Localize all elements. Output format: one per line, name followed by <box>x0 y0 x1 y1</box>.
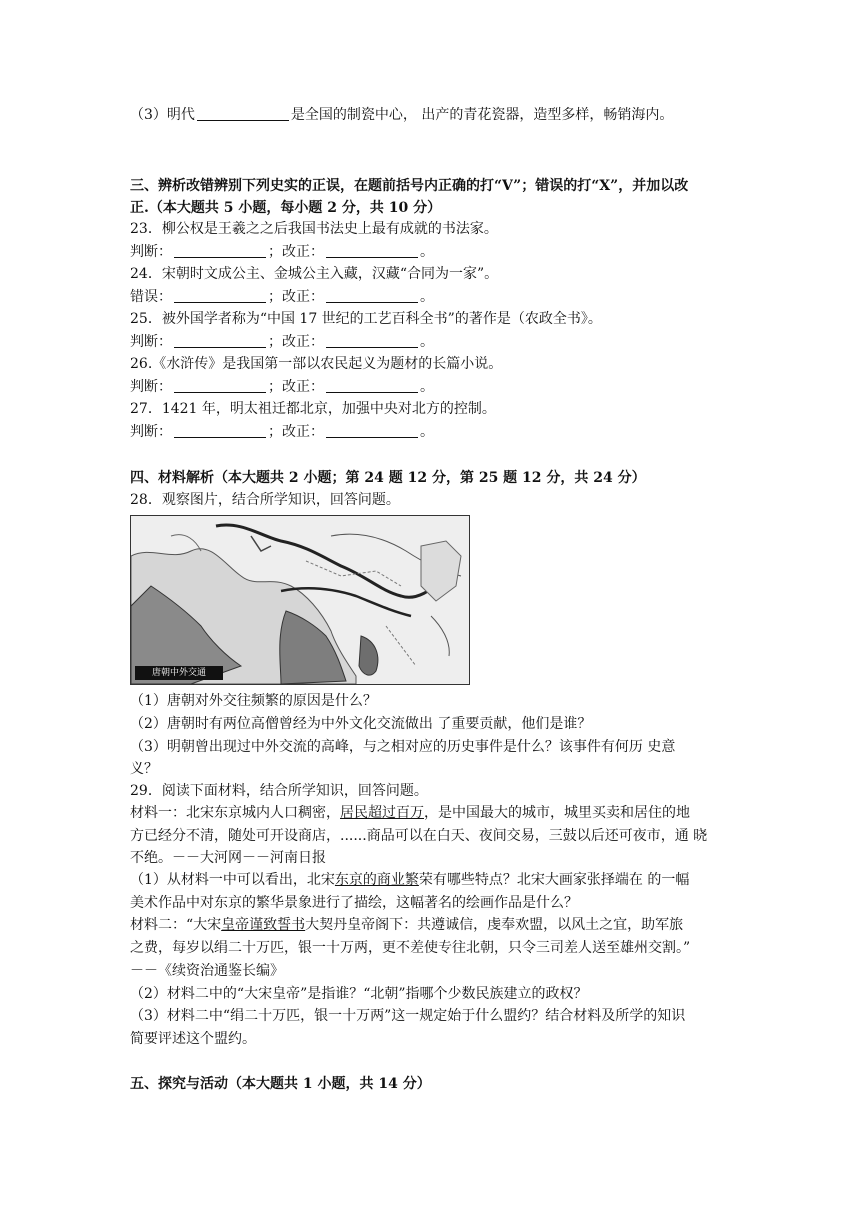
question-28-1: （1）唐朝对外交往频繁的原因是什么？ <box>130 693 377 709</box>
material-text: 材料一：北宋东京城内人口稠密， <box>130 805 340 821</box>
answer-row-26 <box>130 377 434 397</box>
map-caption: 唐朝中外交通 <box>135 666 223 680</box>
underlined-text: 居民超过百万 <box>340 805 424 821</box>
question-29-1 <box>130 870 689 890</box>
material-2-line-1 <box>130 915 683 935</box>
judge-label: 判断： <box>130 424 172 440</box>
judge-blank[interactable] <box>174 333 266 348</box>
question-23: 23．柳公权是王羲之之后我国书法史上最有成就的书法家。 <box>130 221 498 237</box>
question-29-2: （2）材料二中的“大宋皇帝”是指谁？“北朝”指哪个少数民族建立的政权？ <box>130 986 588 1002</box>
correction-blank[interactable] <box>326 378 418 393</box>
question-28-3-cont: 义？ <box>130 761 158 777</box>
question-28-3: （3）明朝曾出现过中外交流的高峰，与之相对应的历史事件是什么？该事件有何历 史意 <box>130 739 676 755</box>
question-26: 26.《水浒传》是我国第一部以农民起义为题材的长篇小说。 <box>130 356 503 372</box>
material-1-line-1 <box>130 803 690 823</box>
material-2-line-2: 之费，每岁以绢二十万匹，银一十万两，更不差使专往北朝，只令三司差人送至雄州交割。” <box>130 940 691 956</box>
correction-blank[interactable] <box>326 333 418 348</box>
answer-row-27 <box>130 422 434 442</box>
section-3-heading-cont: 正.（本大题共 5 小题，每小题 2 分，共 10 分） <box>130 200 442 216</box>
question-29-3-cont: 简要评述这个盟约。 <box>130 1031 256 1047</box>
correction-blank[interactable] <box>326 243 418 258</box>
answer-row-24 <box>130 287 434 307</box>
judge-label: 判断： <box>130 334 172 350</box>
answer-blank[interactable] <box>197 106 289 121</box>
end-mark: 。 <box>420 424 434 440</box>
material-1-line-3: 不绝。－－大河网－－河南日报 <box>130 850 326 866</box>
judge-blank[interactable] <box>174 423 266 438</box>
correction-blank[interactable] <box>326 423 418 438</box>
material-2-source: －－《续资治通鉴长编》 <box>130 963 284 979</box>
answer-row-25 <box>130 332 434 352</box>
end-mark: 。 <box>420 334 434 350</box>
end-mark: 。 <box>420 289 434 305</box>
question-29-intro: 29．阅读下面材料，结合所学知识，回答问题。 <box>130 783 428 799</box>
question-28-2: （2）唐朝时有两位高僧曾经为中外文化交流做出 了重要贡献，他们是谁？ <box>130 716 592 732</box>
material-text: 材料二：“大宋 <box>130 917 222 933</box>
question-text: （3）明代 <box>130 107 195 123</box>
section-3-heading: 三、辨析改错辨别下列史实的正误，在题前括号内正确的打“V”；错误的打“X”，并加以改 <box>130 178 689 194</box>
correct-label: ；改正： <box>268 424 324 440</box>
section-5-heading: 五、探究与活动（本大题共 1 小题，共 14 分） <box>130 1076 431 1092</box>
correct-label: ；改正： <box>268 334 324 350</box>
error-label: 错误： <box>130 289 172 305</box>
question-text: （1）从材料一中可以看出，北宋 <box>130 872 335 888</box>
question-text: 荣有哪些特点？北宋大画家张择端在 的一幅 <box>418 872 690 888</box>
judge-label: 判断： <box>130 244 172 260</box>
material-1-line-2: 方已经分不清，随处可开设商店，......商品可以在白天、夜间交易，三鼓以后还可夜市，通 晓 <box>130 828 708 844</box>
tang-foreign-routes-map <box>130 515 470 685</box>
question-text: 是全国的制瓷中心， 出产的青花瓷器，造型多样，畅销海内。 <box>290 107 674 123</box>
end-mark: 。 <box>420 379 434 395</box>
question-29-3: （3）材料二中“绢二十万匹，银一十万两”这一规定始于什么盟约？结合材料及所学的知识 <box>130 1008 686 1024</box>
judge-blank[interactable] <box>174 243 266 258</box>
correct-label: ；改正： <box>268 244 324 260</box>
correct-label: ；改正： <box>268 289 324 305</box>
answer-row-23 <box>130 242 434 262</box>
underlined-text: 皇帝谨致誓书 <box>221 917 306 933</box>
underlined-text: 东京的商业繁 <box>334 872 419 888</box>
end-mark: 。 <box>420 244 434 260</box>
material-text: 大契丹皇帝阁下：共遵诚信，虔奉欢盟，以风土之宜，助军旅 <box>305 917 684 933</box>
material-text: ，是中国最大的城市，城里买卖和居住的地 <box>424 805 690 821</box>
question-25: 25．被外国学者称为“中国 17 世纪的工艺百科全书”的著作是（农政全书》。 <box>130 311 602 327</box>
map-drawing <box>131 516 469 684</box>
question-27: 27．1421 年，明太祖迁都北京，加强中央对北方的控制。 <box>130 401 496 417</box>
question-28-intro: 28．观察图片，结合所学知识，回答问题。 <box>130 492 400 508</box>
question-29-1-cont: 美术作品中对东京的繁华景象进行了描绘，这幅著名的绘画作品是什么？ <box>130 895 578 911</box>
section-4-heading: 四、材料解析（本大题共 2 小题；第 24 题 12 分，第 25 题 12 分，共 24 分） <box>130 470 646 486</box>
judge-blank[interactable] <box>174 288 266 303</box>
correction-blank[interactable] <box>326 288 418 303</box>
judge-label: 判断： <box>130 379 172 395</box>
question-24: 24．宋朝时文成公主、金城公主入藏，汉藏“合同为一家”。 <box>130 266 499 282</box>
correct-label: ；改正： <box>268 379 324 395</box>
judge-blank[interactable] <box>174 378 266 393</box>
question-ming-porcelain <box>130 105 673 125</box>
